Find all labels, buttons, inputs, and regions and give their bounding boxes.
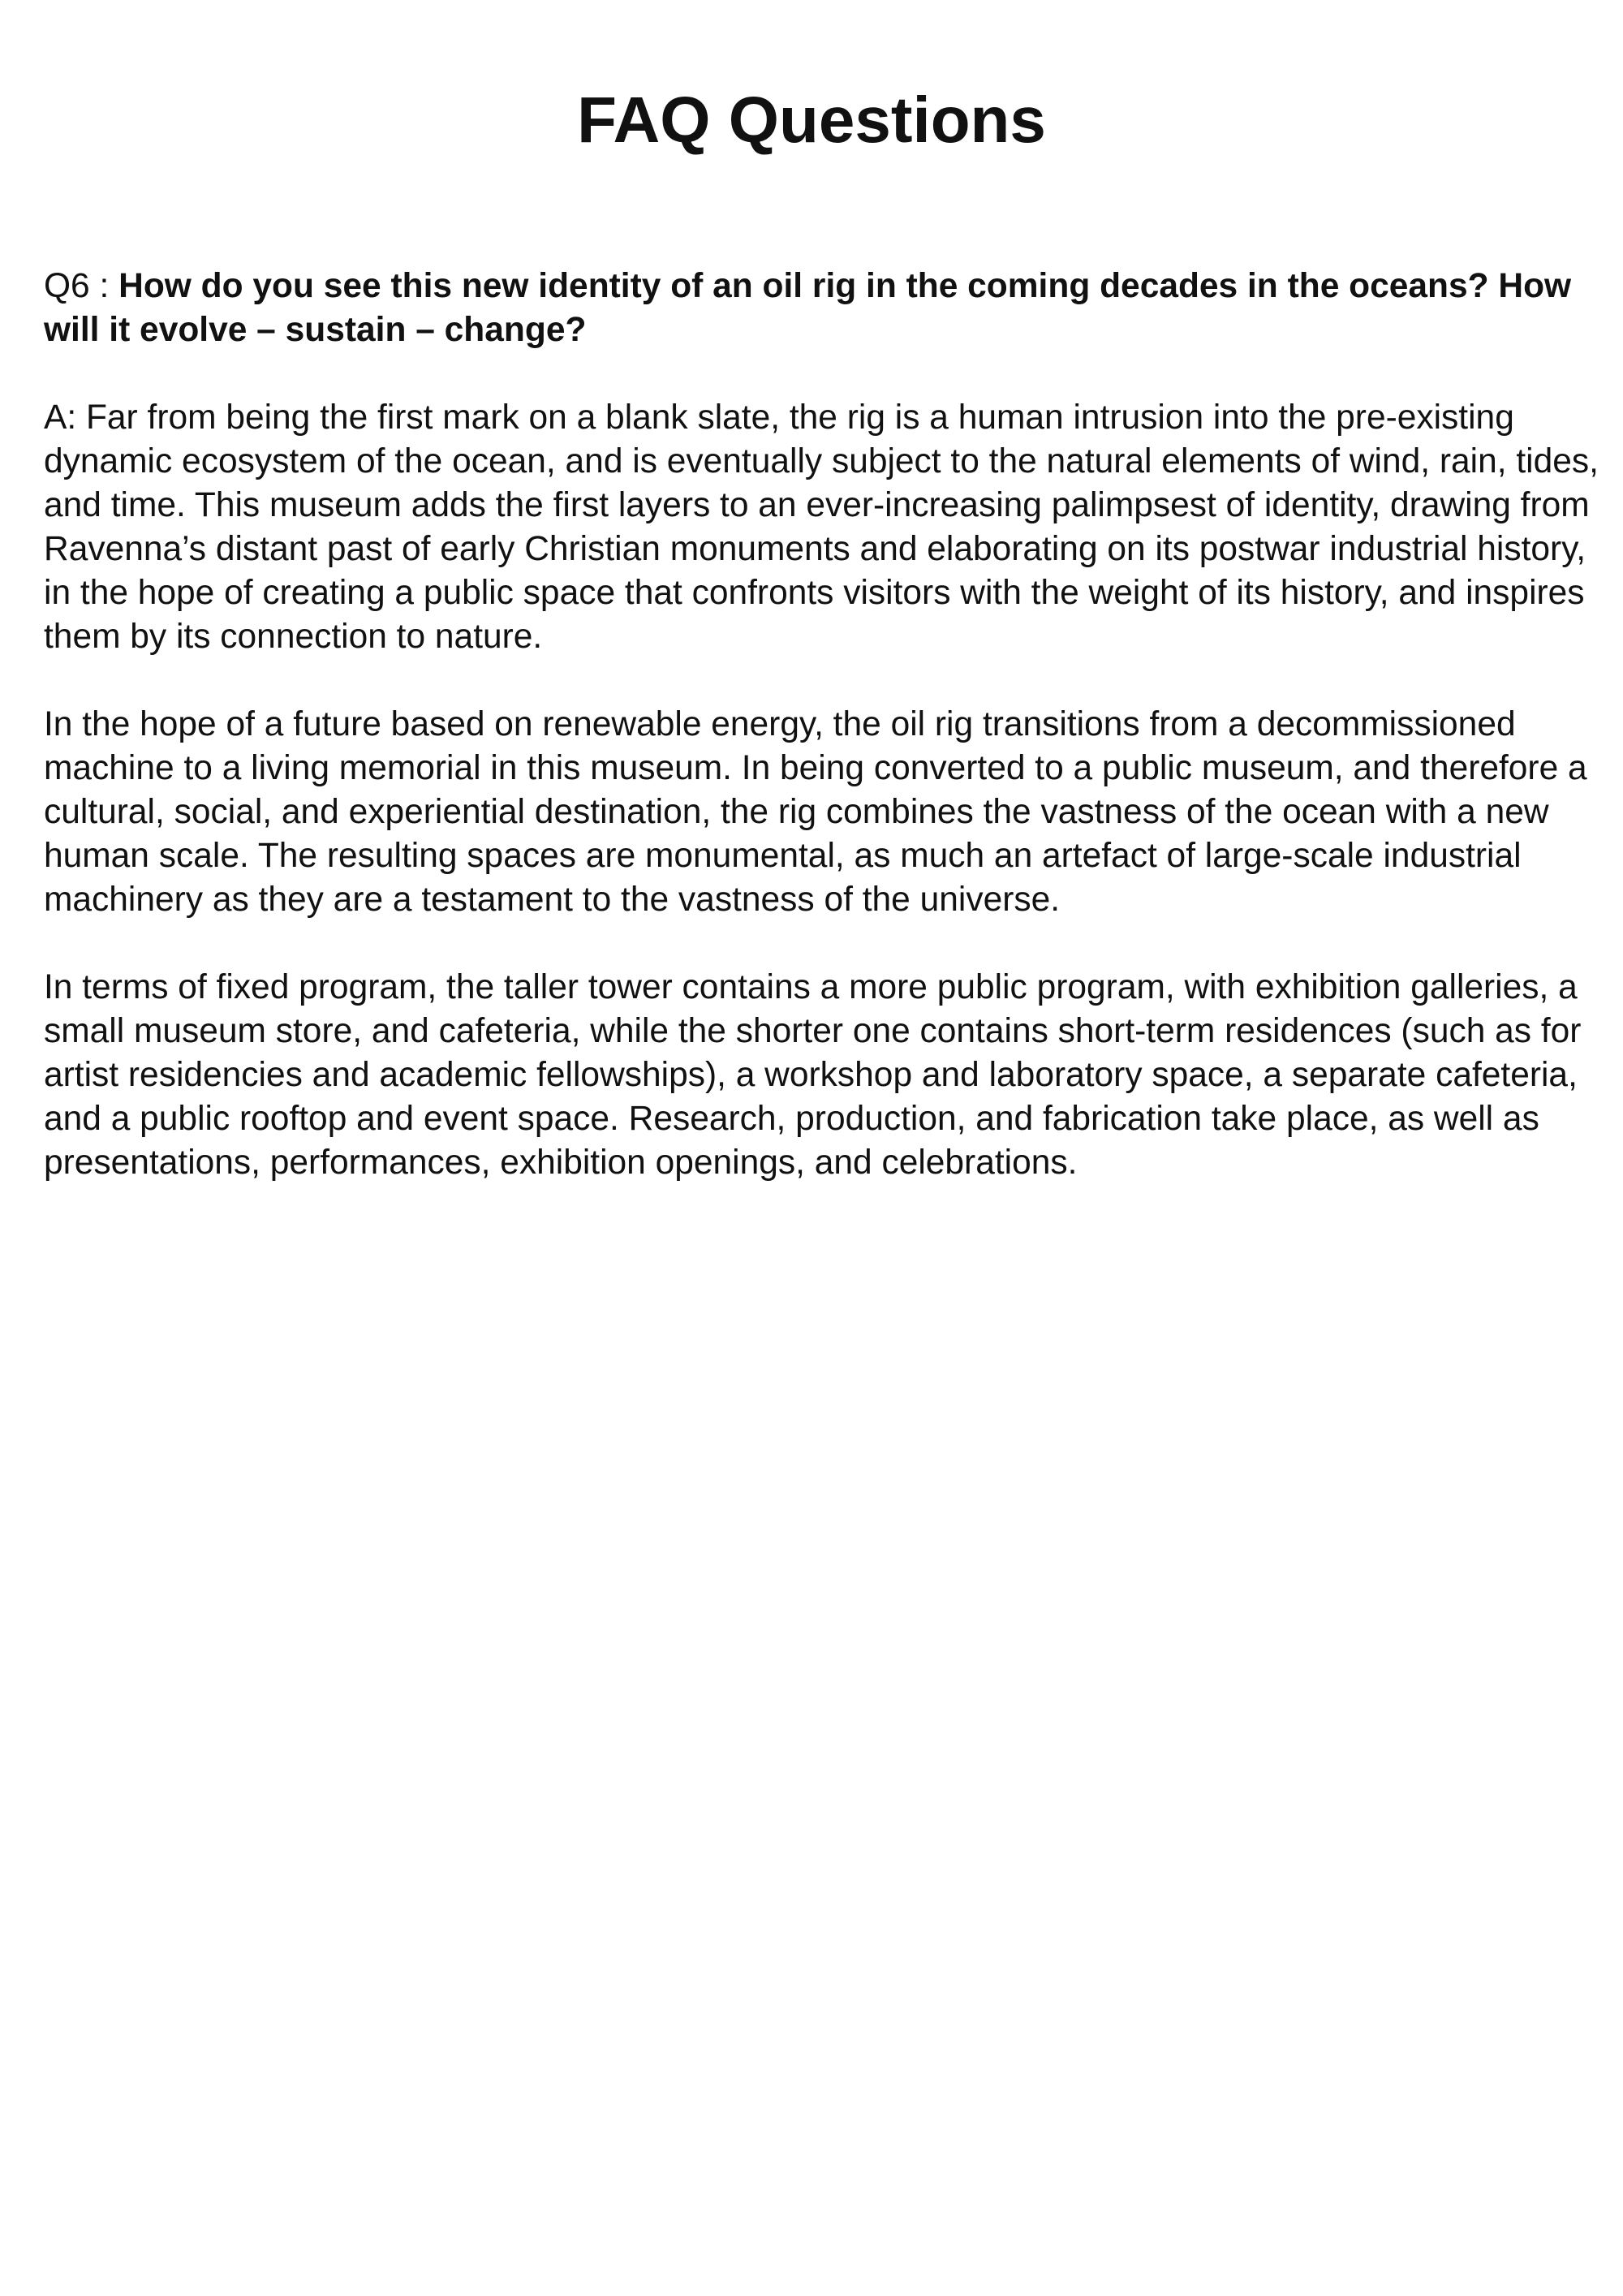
faq-question: [44, 265, 1602, 352]
answer-paragraph: In terms of fixed program, the taller tower contains a more public program, with exhibition galleries, a small museum store, and cafeteria, while the shorter one contains short-term residences (such as for artist residencies and academic fellowships), a workshop and laboratory space, a separate cafeteria, and a public rooftop and event space. Research, production, and fabrication take place, as well as presentations, performances, exhibition openings, and celebrations.: [44, 968, 1582, 1182]
question-text: How do you see this new identity of an oil rig in the coming decades in the oceans? How will it evolve – sustain – change?: [44, 267, 1572, 349]
answer-paragraph: In the hope of a future based on renewable energy, the oil rig transitions from a decommissioned machine to a living memorial in this museum. In being converted to a public museum, and therefore a cultural, social, and experiential destination, the rig combines the vastness of the ocean with a new human scale. The resulting spaces are monumental, as much an artefact of large-scale industrial machinery as they are a testament to the vastness of the universe.: [44, 705, 1587, 919]
page-title: FAQ Questions: [577, 84, 1046, 156]
answer-paragraph: A: Far from being the first mark on a blank slate, the rig is a human intrusion into the pre-existing dynamic ecosystem of the ocean, and is eventually subject to the natural elements of wind, rain, tides, and time. This museum adds the first layers to an ever-increasing palimpsest of identity, drawing from Ravenna’s distant past of early Christian monuments and elaborating on its postwar industrial history, in the hope of creating a public space that confronts visitors with the weight of its history, and inspires them by its connection to nature.: [44, 398, 1599, 656]
faq-content: [44, 265, 1602, 1229]
question-number: Q6 :: [44, 267, 119, 305]
